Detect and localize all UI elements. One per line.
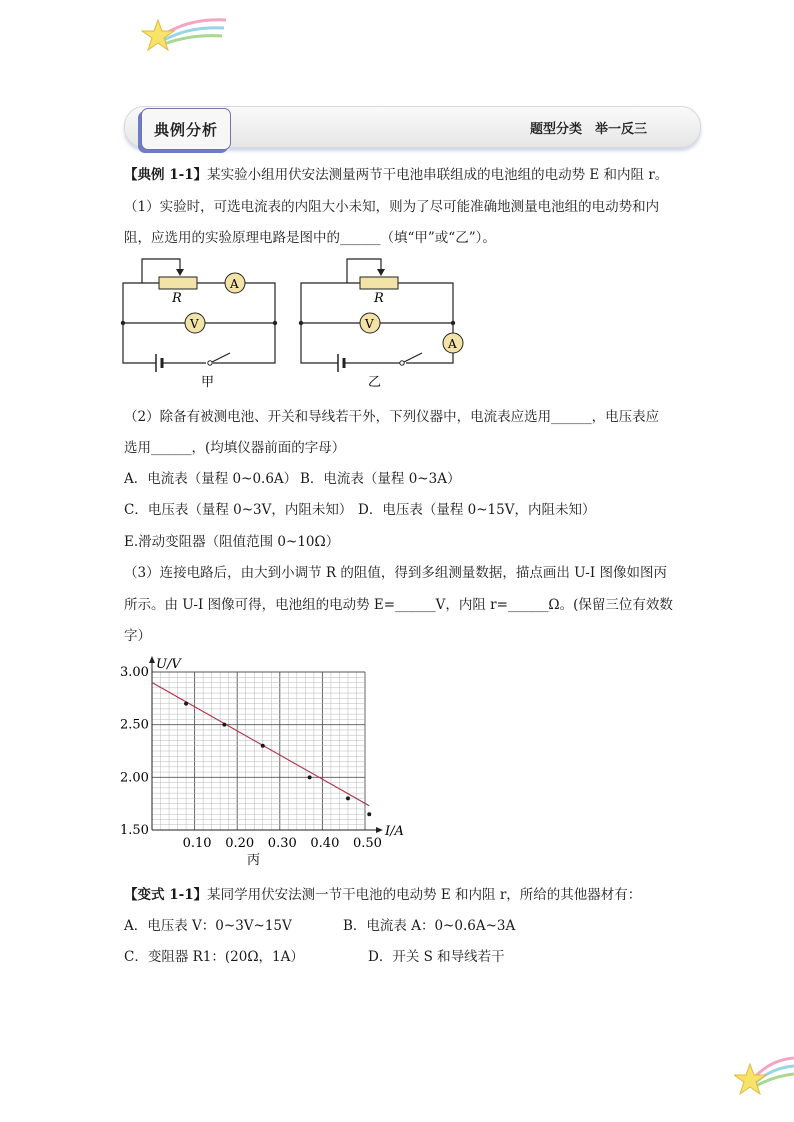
y-tick-label: 2.50 xyxy=(120,717,149,733)
ammeter-label: A xyxy=(230,277,239,291)
chart-y-axis-label: U/V xyxy=(156,657,181,672)
resistor-icon xyxy=(360,277,398,289)
voltmeter-label: V xyxy=(190,317,199,331)
data-point xyxy=(367,812,371,816)
question-2-line-2: 选用______，(均填仪器前面的字母） xyxy=(124,440,346,456)
circuit-diagram-jia xyxy=(118,253,283,393)
voltmeter-label: V xyxy=(365,317,374,331)
u-i-chart xyxy=(110,650,410,875)
option-a: A．电流表（量程 0~0.6A） xyxy=(124,471,298,487)
question-1-line-1: （1）实验时，可选电流表的内阻大小未知，则为了尽可能准确地测量电池组的电动势和内 xyxy=(124,199,660,215)
variant-option-a: A．电压表 V：0~3V~15V xyxy=(124,918,292,934)
option-e: E.滑动变阻器（阻值范围 0~10Ω） xyxy=(124,534,340,550)
data-point xyxy=(222,723,226,727)
chart-fit-line xyxy=(152,683,369,806)
example-intro: 某实验小组用伏安法测量两节干电池串联组成的电池组的电动势 E 和内阻 r。 xyxy=(207,167,669,183)
resistor-icon xyxy=(159,277,197,289)
variant-intro: 某同学用伏安法测一节干电池的电动势 E 和内阻 r，所给的其他器材有： xyxy=(207,887,642,903)
shooting-star-icon xyxy=(734,1052,794,1098)
section-subtitle: 题型分类 举一反三 xyxy=(530,122,648,137)
option-d: D．电压表（量程 0~15V，内阻未知） xyxy=(358,502,596,518)
x-tick-label: 0.30 xyxy=(267,836,297,851)
question-3-line-3: 字） xyxy=(124,628,151,644)
chart-caption: 丙 xyxy=(247,853,261,868)
option-b: B．电流表（量程 0~3A） xyxy=(300,471,461,487)
example-tag: 【典例 1-1】 xyxy=(124,167,208,183)
x-tick-label: 0.50 xyxy=(353,836,382,851)
variant-tag: 【变式 1-1】 xyxy=(124,887,208,903)
x-tick-label: 0.20 xyxy=(225,836,255,851)
x-tick-label: 0.40 xyxy=(310,836,340,851)
data-point xyxy=(308,775,312,779)
battery-icon xyxy=(156,354,162,372)
variant-header xyxy=(124,886,641,904)
y-tick-label: 3.00 xyxy=(120,665,149,680)
question-1-line-2: 阻，应选用的实验原理电路是图中的______（填“甲”或“乙”）。 xyxy=(124,230,496,246)
data-point xyxy=(346,796,350,800)
variant-option-b: B．电流表 A：0~0.6A~3A xyxy=(343,918,516,934)
question-2-line-1: （2）除备有被测电池、开关和导线若干外，下列仪器中，电流表应选用______，电压表应 xyxy=(124,409,660,425)
chart-points xyxy=(184,702,371,817)
circuit-yi-caption: 乙 xyxy=(368,375,382,390)
data-point xyxy=(261,744,265,748)
shooting-star-icon xyxy=(138,14,228,60)
question-3-line-2: 所示。由 U-I 图像可得，电池组的电动势 E=______V，内阻 r=______Ω。(保留三位有效数 xyxy=(124,597,673,613)
x-tick-label: 0.10 xyxy=(182,836,212,851)
variant-option-d: D．开关 S 和导线若干 xyxy=(368,949,505,965)
question-3-line-1: （3）连接电路后，由大到小调节 R 的阻值，得到多组测量数据，描点画出 U-I 图像如图丙 xyxy=(124,565,667,581)
variant-option-c: C．变阻器 R1：(20Ω，1A） xyxy=(124,949,304,965)
fit-line xyxy=(152,683,369,806)
circuit-jia-caption: 甲 xyxy=(201,375,215,390)
option-c: C．电压表（量程 0~3V，内阻未知） xyxy=(124,502,353,518)
chart-grid xyxy=(149,656,383,833)
y-tick-label: 1.50 xyxy=(120,823,149,838)
y-tick-label: 2.00 xyxy=(120,770,149,786)
resistor-label: R xyxy=(172,291,182,306)
resistor-label: R xyxy=(374,291,384,306)
example-header xyxy=(124,166,668,184)
circuit-diagram-yi xyxy=(296,253,466,393)
chart-x-axis-label: I/A xyxy=(385,824,404,839)
x-axis-arrow xyxy=(376,827,383,833)
ammeter-label: A xyxy=(448,337,457,351)
y-axis-arrow xyxy=(149,656,155,663)
section-tag: 典例分析 xyxy=(141,108,231,150)
data-point xyxy=(184,702,188,706)
battery-icon xyxy=(338,354,344,372)
